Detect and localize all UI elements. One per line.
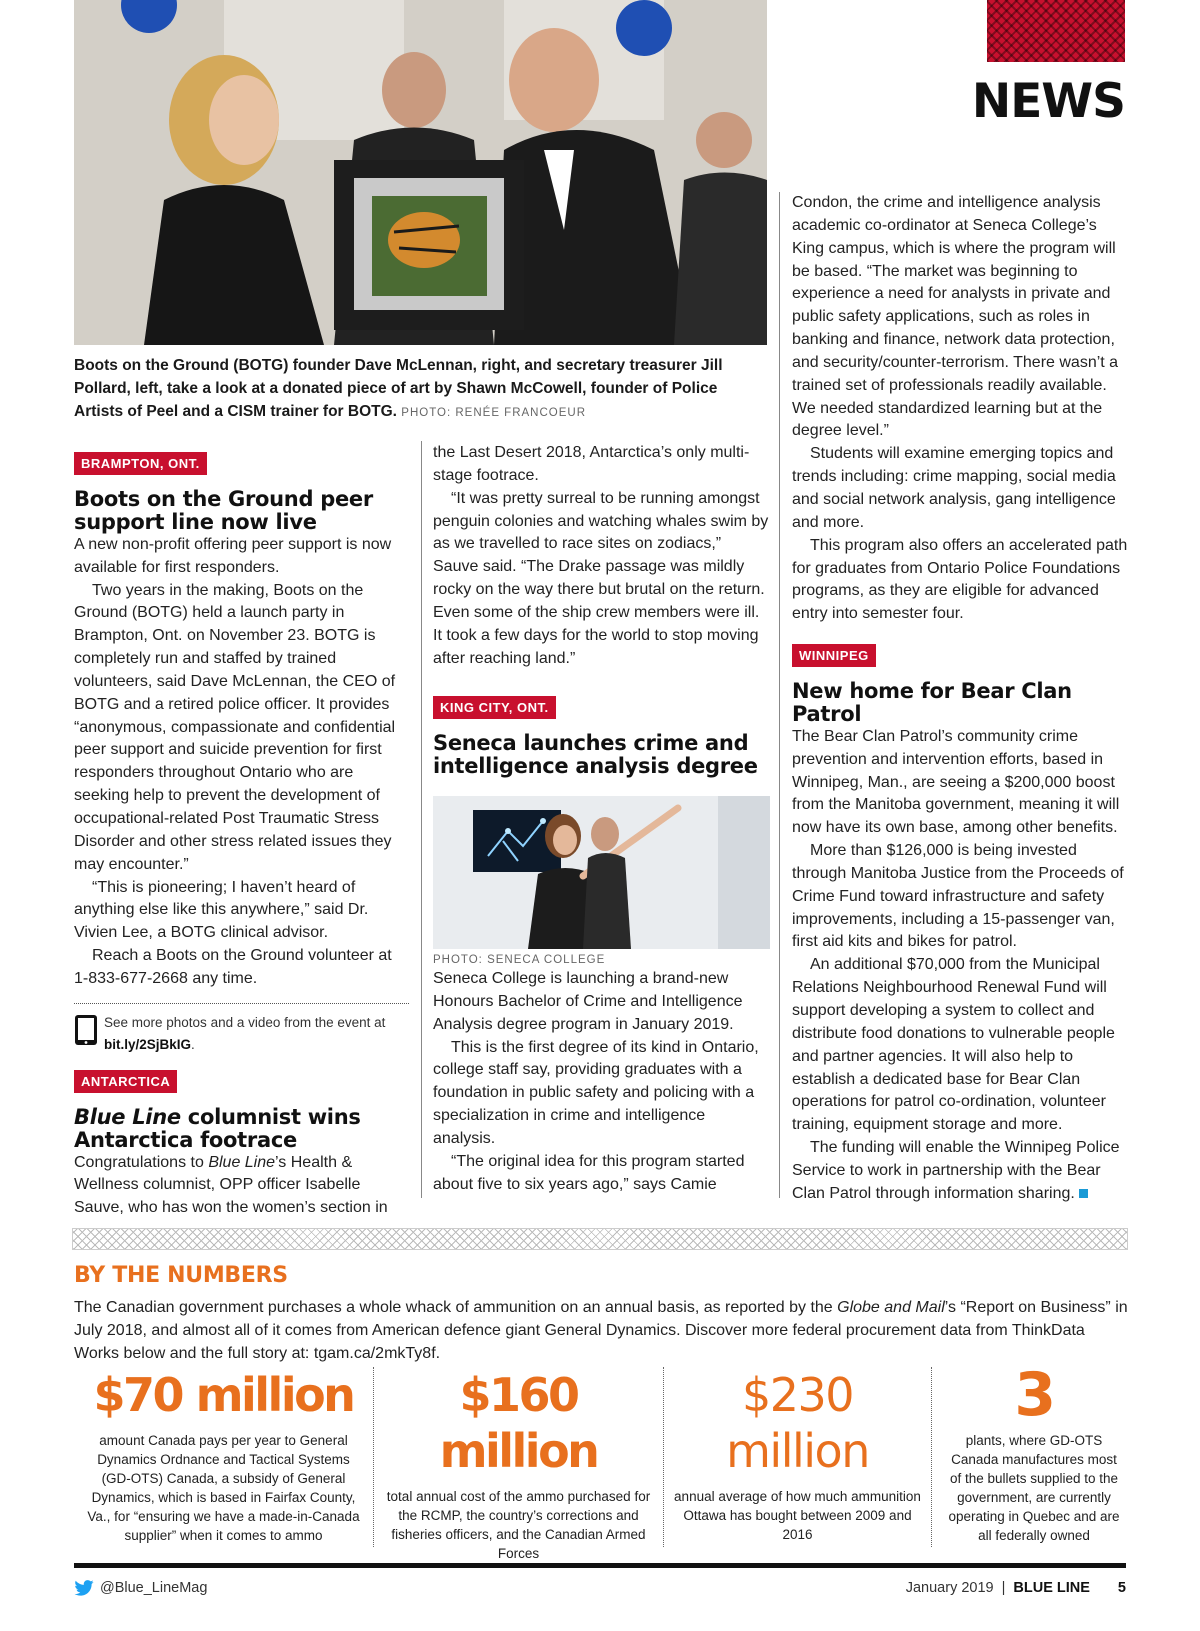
column-1 — [74, 452, 409, 1220]
paragraph-text: ’s Health & Wellness columnist, OPP officer Isabelle Sauve, who has won the women’s section in — [74, 1153, 388, 1217]
article-paragraph: Students will examine emerging topics and trends including: crime mapping, social media and social network analysis, gang intelligence and more. — [792, 445, 1116, 531]
stats-row — [74, 1360, 1126, 1561]
intro-italic: Globe and Mail — [837, 1299, 945, 1316]
article-paragraph: Two years in the making, Boots on the Ground (BOTG) held a launch party in Brampton, Ont. on November 23. BOTG is completely run and staffed by trained volunteers, said Dave McLennan, the CEO of BOTG and a retired police officer. It provides “anonymous, compassionate and confidential peer support and suicide prevention for first responders throughout Ontario who are seeking help to prevent the development of occupational-related Post Traumatic Stress Disorder and other stress related issues they may encounter.” — [74, 581, 396, 873]
stat-item — [374, 1367, 664, 1561]
article-paragraph: “This is pioneering; I haven’t heard of anything else like this anywhere,” said Dr. Vivien Lee, a BOTG clinical advisor. — [74, 878, 369, 942]
photo-caption-text: Boots on the Ground (BOTG) founder Dave McLennan, right, and secretary treasurer Jill Pollard, left, take a look at a donated piece of art by Shawn McCowell, founder of Police Artists of Peel and a CISM trainer for BOTG. — [74, 357, 723, 420]
article-headline — [74, 1106, 409, 1152]
stat-item — [932, 1360, 1126, 1547]
article-paragraph: Seneca College is launching a brand-new Honours Bachelor of Crime and Intelligence Analysis degree program in January 2019. — [433, 970, 743, 1033]
see-more-text: See more photos and a video from the event at — [104, 1014, 386, 1030]
stat-description: total annual cost of the ammo purchased for the RCMP, the country’s corrections and fisheries officers, and the Canadian Armed Forces — [386, 1489, 651, 1561]
by-the-numbers-intro — [74, 1296, 1134, 1365]
stat-description: annual average of how much ammunition Ottawa has bought between 2009 and 2016 — [674, 1489, 921, 1542]
column-2 — [433, 442, 770, 778]
location-tag: KING CITY, ONT. — [433, 696, 556, 719]
article-headline: Boots on the Ground peer support line now live — [74, 486, 373, 534]
footer-separator: | — [1001, 1580, 1006, 1596]
stat-item — [74, 1367, 374, 1547]
article-paragraph: The Bear Clan Patrol’s community crime prevention and intervention efforts, based in Winnipeg, Man., are seeing a $200,000 boost from the Manitoba government, meaning it will now have its own base, among other benefits. — [792, 727, 1120, 837]
article-paragraph: Condon, the crime and intelligence analysis academic co-ordinator at Seneca College’s King campus, which is where the program will be based. “The market was beginning to experience a need for analysts in private and public safety applications, such as roles in banking and finance, network data protection, and security/counter-terrorism. There wasn’t a trained set of professionals readily available. We needed standardized learning but at the degree level.” — [792, 194, 1119, 440]
main-photo-illustration — [74, 0, 767, 345]
stat-value: $70 million — [93, 1368, 354, 1422]
hatch-divider — [72, 1228, 1128, 1250]
column-3 — [792, 192, 1130, 1206]
magazine-name: BLUE LINE — [1013, 1580, 1090, 1596]
stat-description: plants, where GD-OTS Canada manufactures most of the bullets supplied to the government, are currently operating in Quebec and are all federally owned — [948, 1433, 1120, 1543]
stat-value: $160 million — [439, 1368, 598, 1478]
main-photo — [74, 0, 767, 345]
stat-value: $230 million — [726, 1368, 869, 1478]
intro-text: ’s “Report on Business” in July 2018, and almost all of it comes from American defence giant General Dynamics. Discover more federal procurement data from ThinkData Works below and the full story at: tgam.ca/2mkTy8f. — [74, 1299, 1128, 1362]
section-title: NEWS — [971, 74, 1125, 129]
photo-credit: PHOTO: SENECA COLLEGE — [433, 954, 606, 966]
article-paragraph: the Last Desert 2018, Antarctica’s only multi-stage footrace. — [433, 444, 750, 484]
issue-date: January 2019 — [905, 1580, 994, 1596]
news-pattern-block — [987, 0, 1125, 62]
paragraph-italic: Blue Line — [208, 1153, 276, 1171]
article-paragraph: A new non-profit offering peer support is now available for first responders. — [74, 535, 392, 576]
stat-description: amount Canada pays per year to General Dynamics Ordnance and Tactical Systems (GD-OTS) Canada, a subsidy of General Dynamics, which is based in Fairfax County, Va., for “ensuring we have a made-in-Canada supplier” when it comes to ammo — [87, 1433, 360, 1543]
seneca-photo-illustration — [433, 796, 770, 949]
divider — [74, 1003, 409, 1004]
footer-right — [800, 1580, 1126, 1596]
see-more-box — [74, 1012, 409, 1056]
twitter-handle[interactable]: @Blue_LineMag — [100, 1580, 208, 1596]
location-tag: ANTARCTICA — [74, 1070, 177, 1093]
by-the-numbers-title: BY THE NUMBERS — [74, 1263, 288, 1288]
paragraph-text: Congratulations to — [74, 1153, 209, 1171]
headline-italic: Blue Line — [74, 1104, 181, 1129]
headline-rest: columnist wins Antarctica footrace — [74, 1104, 361, 1152]
seneca-photo — [433, 796, 770, 949]
photo-credit: PHOTO: RENÉE FRANCOEUR — [401, 407, 587, 419]
paragraph-text: The funding will enable the Winnipeg Police Service to work in partnership with the Bear Clan Patrol through information sharing. — [792, 1139, 1120, 1202]
article-headline: Seneca launches crime and intelligence analysis degree — [433, 731, 758, 779]
twitter-bird-icon — [74, 1580, 94, 1596]
page-number: 5 — [1117, 1580, 1126, 1596]
article-paragraph: More than $126,000 is being invested through Manitoba Justice from the Proceeds of Crime Fund toward infrastructure and safety improvements, including a 15-passenger van, first aid kits and bikes for patrol. — [792, 842, 1124, 951]
column-rule — [779, 192, 780, 1198]
article-paragraph: This is the first degree of its kind in Ontario, college staff say, providing graduates with a foundation in public safety and policing with a specialization in crime and intelligence analysis. — [433, 1038, 759, 1147]
photo-caption — [74, 354, 754, 425]
footer-twitter — [74, 1580, 207, 1596]
location-tag: WINNIPEG — [792, 644, 876, 667]
article-headline: New home for Bear Clan Patrol — [792, 678, 1072, 726]
column-2-lower — [433, 952, 770, 1196]
article-paragraph: An additional $70,000 from the Municipal Relations Neighbourhood Renewal Fund will support developing a system to collect and distribute food donations to vulnerable people and partner agencies. It will also help to establish a dedicated base for Bear Clan operations for patrol co-ordination, volunteer training, equipment storage and more. — [792, 956, 1115, 1134]
stat-value: 3 — [1014, 1360, 1054, 1430]
column-rule — [421, 441, 422, 1198]
article-paragraph: Reach a Boots on the Ground volunteer at 1-833-677-2668 any time. — [74, 947, 392, 987]
footer-rule — [74, 1563, 1126, 1568]
intro-text: The Canadian government purchases a whole whack of ammunition on an annual basis, as reported by the — [74, 1299, 838, 1316]
end-mark-icon — [1079, 1189, 1088, 1198]
article-paragraph: This program also offers an accelerated path for graduates from Ontario Police Foundations programs, as they are eligible for advanced entry into semester four. — [792, 536, 1128, 623]
article-paragraph — [74, 1152, 409, 1221]
article-paragraph: “It was pretty surreal to be running amongst penguin colonies and watching whales swim by as we travelled to race sites on zodiacs,” Sauve said. “The Drake passage was mildly rocky on the way there but brutal on the return. Even some of the ship crew members were ill. It took a few days for the world to stop moving after reaching land.” — [433, 489, 769, 667]
see-more-link[interactable]: bit.ly/2SjBkIG — [104, 1036, 192, 1052]
article-paragraph: “The original idea for this program started about five to six years ago,” says Camie — [433, 1152, 745, 1193]
see-more-end: . — [191, 1036, 195, 1052]
article-paragraph — [792, 1137, 1130, 1206]
stat-item — [664, 1367, 932, 1547]
phone-icon — [74, 1014, 98, 1046]
location-tag: BRAMPTON, ONT. — [74, 452, 207, 475]
